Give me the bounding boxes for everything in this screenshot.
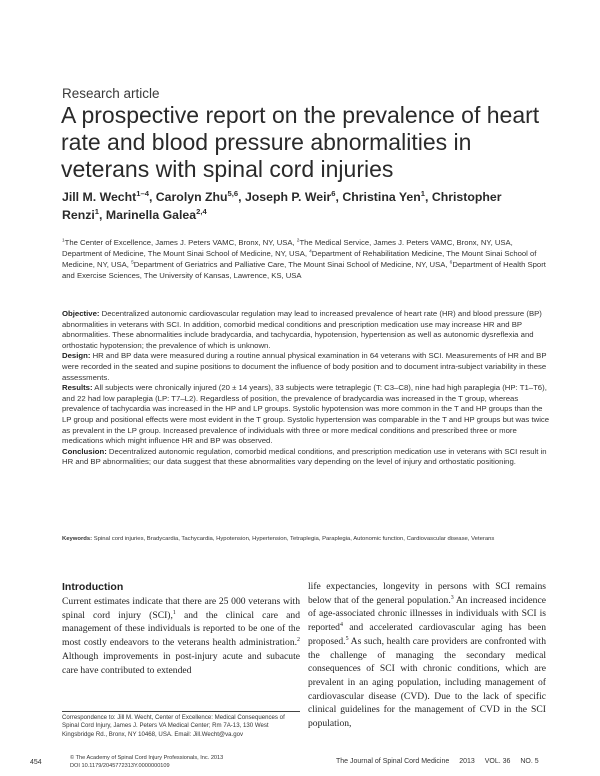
section-heading-introduction: Introduction — [62, 581, 124, 593]
body-text: An increased incidence of age-associated chronic illnesses in individuals with SCI is reported — [308, 594, 546, 634]
keywords — [62, 535, 550, 544]
affiliation-mark: 4 — [309, 249, 312, 255]
journal-year: 2013 — [459, 758, 475, 765]
author-name: Marinella Galea — [105, 208, 197, 222]
keywords-text: Spinal cord injuries, Bradycardia, Tachycardia, Hypotension, Hypertension, Tetraplegia, Paraplegia, Autonomic function, Cardiovascular disease, Veterans — [92, 536, 495, 542]
abstract-label: Design: — [62, 351, 91, 361]
affiliation-mark: 2 — [296, 238, 300, 244]
affiliation-mark: 1 — [62, 238, 65, 244]
citation-mark: 3 — [450, 594, 454, 601]
author-affiliation-mark: 5,6 — [227, 188, 239, 198]
footer-publication-info — [70, 755, 223, 770]
body-text: life expectancies, longevity in persons with SCI remains below that of the general population. — [308, 581, 546, 606]
abstract-section — [62, 383, 550, 447]
abstract-text: All subjects were chronically injured (20 ± 14 years), 33 subjects were tetraplegic (T: C3–C8), nine had high paraplegia (HP: T1–T6), and 22 had low paraplegia (LP: T7–L2). Regardless of position, the prevalence of bradycardia was increased in the T group, whereas prevalence of tachycardia was increased in the HP and LP groups. Systolic hypotension was more common in the T and HP groups than the LP group and positional effects were most evident in the T group. Systolic hypertension was comparable in the T and HP groups but was twice as prevalent in the LP group. Increased prevalence of individuals with three or more medical conditions and prescribed three or more medications which might influence HR and BP was observed. — [62, 383, 550, 446]
footnote-rule — [62, 711, 300, 712]
journal-footer — [336, 758, 547, 765]
affiliation-text: Department of Health Sport and Exercise Sciences, The University of Kansas, Lawrence, KS, USA — [62, 260, 546, 280]
abstract — [62, 309, 550, 468]
body-text: and the clinical care and management of these individuals is reported to be one of the most costly endeavors to the veterans health administration. — [62, 609, 300, 649]
affiliation-mark: 6 — [449, 260, 453, 266]
citation-mark: 1 — [172, 609, 176, 616]
citation-mark: 5 — [345, 635, 349, 642]
introduction-text-left — [62, 595, 300, 677]
abstract-section — [62, 447, 550, 468]
abstract-section — [62, 351, 550, 383]
journal-issue: NO. 5 — [520, 758, 539, 765]
doi-line: DOI 10.1179/2045772313Y.0000000109 — [70, 762, 170, 769]
abstract-label: Objective: — [62, 309, 100, 318]
abstract-label: Conclusion: — [62, 446, 107, 456]
author-affiliation-mark: 2,4 — [196, 206, 207, 216]
author-affiliation-mark: 1 — [420, 188, 425, 198]
page-number: 454 — [30, 759, 42, 766]
abstract-label: Results: — [62, 383, 93, 393]
affiliation-text: Department of Rehabilitation Medicine, The Mount Sinai School of Medicine, NY, USA, — [62, 249, 537, 269]
author-affiliation-mark: 6 — [331, 188, 336, 198]
body-text: and accelerated cardiovascular aging has been proposed. — [308, 622, 546, 647]
affiliation-text: The Medical Service, James J. Peters VAMC, Bronx, NY, USA, Department of Medicine, The Mount Sinai School of Medicine, NY, USA, — [62, 238, 513, 258]
introduction-text-right — [308, 580, 546, 731]
author-name: Joseph P. Weir — [244, 190, 332, 204]
citation-mark: 2 — [297, 636, 300, 643]
journal-name: The Journal of Spinal Cord Medicine — [336, 758, 450, 765]
copyright-line: © The Academy of Spinal Cord Injury Professionals, Inc. 2013 — [70, 755, 224, 761]
author-name: Christopher Renzi — [62, 190, 502, 222]
author-list: Jill M. Wecht$^{1-4}$, Carolyn Zhu$^{5,6}$, Joseph P. Weir$^6$, Christina Yen$^1$, Christopher Renzi$^1$, Marinella Galea$^{2,4}$ — [62, 188, 502, 222]
affiliation-mark: 5 — [131, 260, 134, 266]
abstract-section — [62, 309, 550, 351]
author-affiliation-mark: 1–4 — [136, 188, 149, 198]
author-affiliation-mark: 1 — [94, 206, 100, 216]
abstract-text: HR and BP data were measured during a routine annual physical examination in 64 veterans with SCI. Measurements of HR and BP were recorded in the seated and supine positions to document the influence of body position and to document intra-subject variability in these assessments. — [62, 351, 547, 382]
body-text: Current estimates indicate that there are 25 000 veterans with spinal cord injury (SCI), — [62, 596, 300, 621]
affiliations — [62, 237, 552, 281]
body-text: Although improvements in post-injury acute and subacute care have contributed to extended — [62, 650, 300, 676]
affiliation-text: Department of Geriatrics and Palliative Care, The Mount Sinai School of Medicine, NY, USA, — [133, 260, 450, 269]
author-name: Jill M. Wecht — [62, 190, 137, 204]
correspondence-note: Correspondence to: Jill M. Wecht, Center of Excellence: Medical Consequences of Spinal Cord Injury, James J. Peters VA Medical Center; Rm 7A-13, 130 West Kingsbridge Rd., Bronx, NY 10468, USA. Email: Jill.Wecht@va.gov — [62, 714, 285, 738]
author-name: Christina Yen — [342, 190, 421, 204]
affiliation-text: The Center of Excellence, James J. Peters VAMC, Bronx, NY, USA, — [64, 238, 297, 247]
journal-volume: VOL. 36 — [484, 758, 511, 765]
abstract-text: Decentralized autonomic regulation, comorbid medical conditions, and prescription medication use in veterans with SCI result in HR and BP abnormalities; our data suggest that these abnormalities vary depending on the level of injury and orthostatic positioning. — [62, 446, 547, 467]
article-type: Research article — [62, 86, 160, 101]
body-column-left — [62, 580, 300, 677]
author-name: Carolyn Zhu — [155, 190, 228, 204]
abstract-text: Decentralized autonomic cardiovascular regulation may lead to increased prevalence of heart rate (HR) and blood pressure (BP) abnormalities in veterans with SCI. In addition, comorbid medical conditions and prescription medication use may increase HR and BP abnormalities. These abnormalities include bradycardia, and tachycardia, hypotension, hypertension as well as autonomic dysreflexia and orthostatic hypotension; the prevalence of which is unknown. — [62, 309, 542, 350]
article-title: A prospective report on the prevalence of heart rate and blood pressure abnormalities in veterans with spinal cord injuries — [61, 102, 540, 182]
keywords-label: Keywords: — [62, 536, 93, 542]
body-text: As such, health care providers are confronted with the challenge of managing the secondary medical consequences of SCI with chronic conditions, which are prevalent in an aging population, including management of cardiovascular disease (CVD). Due to the lack of specific clinical guidelines for the management of CVD in the SCI population, — [308, 635, 546, 730]
citation-mark: 4 — [339, 621, 343, 628]
